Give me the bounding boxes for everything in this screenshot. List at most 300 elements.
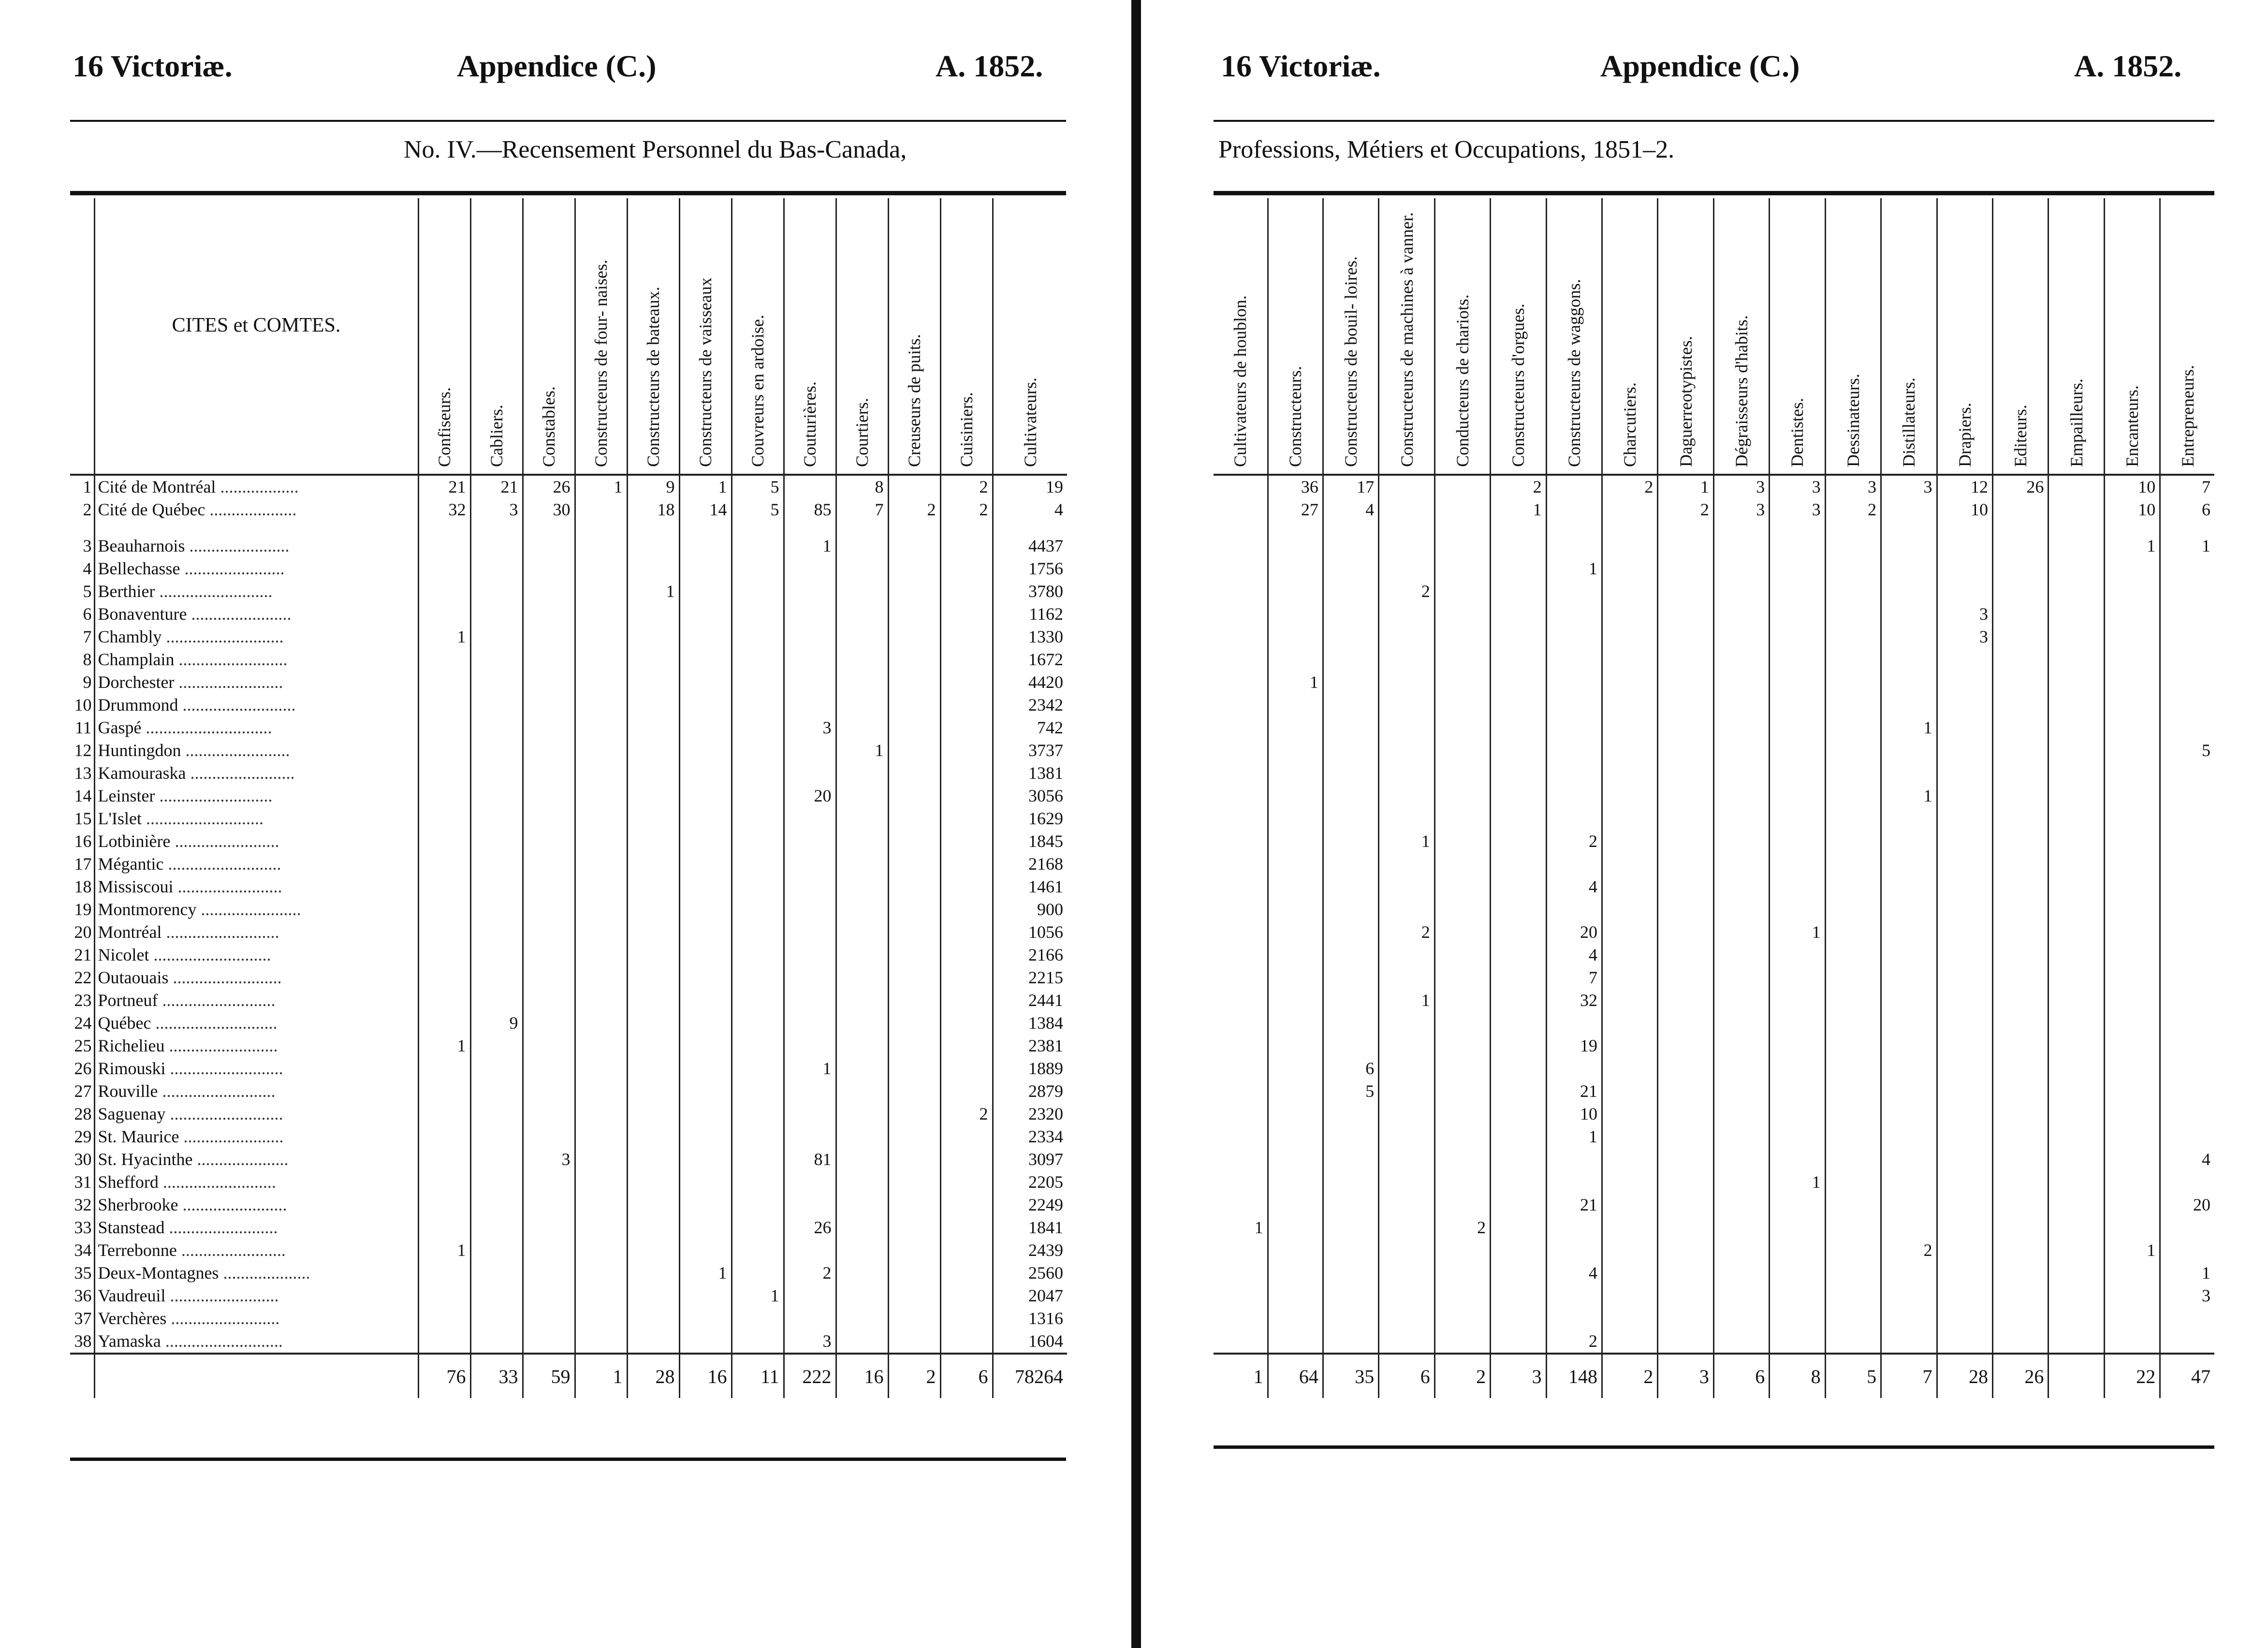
row-name [94, 1216, 418, 1239]
data-cell [575, 1012, 627, 1035]
data-cell [1214, 694, 1268, 716]
row-number: 36 [70, 1284, 94, 1307]
data-cell [888, 944, 940, 966]
table-top-rule [70, 191, 1066, 195]
data-cell [1658, 1239, 1713, 1262]
data-cell [1825, 989, 1881, 1012]
data-cell [1268, 739, 1323, 762]
data-cell: 18 [627, 498, 679, 521]
data-cell [2049, 785, 2104, 807]
table-row [1214, 966, 2214, 989]
data-cell [627, 1330, 679, 1354]
data-cell [1379, 898, 1434, 921]
data-cell [2104, 1012, 2160, 1035]
row-number: 34 [70, 1239, 94, 1262]
data-cell [1713, 626, 1769, 648]
column-header [1491, 198, 1546, 475]
data-cell [888, 762, 940, 785]
table-row [1214, 1171, 2214, 1194]
data-cell [1992, 535, 2048, 557]
row-name-text: Outaouais [98, 968, 169, 987]
column-header-label: Cultivateurs. [1020, 378, 1040, 467]
data-cell [1268, 875, 1323, 898]
data-cell [2104, 875, 2160, 898]
data-cell: 1845 [993, 830, 1067, 853]
data-cell [1602, 1194, 1657, 1216]
data-cell [1546, 716, 1602, 739]
data-cell: 4420 [993, 671, 1067, 694]
data-cell [1881, 875, 1937, 898]
census-table-left [70, 198, 1067, 1398]
data-cell [1379, 1307, 1434, 1330]
data-cell [1268, 1012, 1323, 1035]
gap-cell [418, 521, 470, 535]
column-header-label: Cabliers. [487, 405, 506, 467]
table-row [1214, 1330, 2214, 1354]
data-cell: 4 [993, 498, 1067, 521]
table-row [70, 1125, 1067, 1148]
data-cell [627, 671, 679, 694]
row-name [94, 1103, 418, 1125]
data-cell [1713, 875, 1769, 898]
data-cell: 2 [888, 498, 940, 521]
data-cell [1379, 1239, 1434, 1262]
table-row [70, 557, 1067, 580]
data-cell [2160, 1103, 2214, 1125]
data-cell [1770, 875, 1825, 898]
data-cell [1770, 785, 1825, 807]
data-cell [2160, 1307, 2214, 1330]
data-cell [732, 853, 784, 875]
data-cell [1825, 944, 1881, 966]
data-cell [1214, 1171, 1268, 1194]
data-cell [1825, 966, 1881, 989]
row-name-text: Stanstead [98, 1218, 165, 1237]
data-cell [1602, 694, 1657, 716]
data-cell [784, 875, 836, 898]
data-cell [940, 1057, 993, 1080]
data-cell [1992, 498, 2048, 521]
data-cell [1825, 1194, 1881, 1216]
table-row [70, 1262, 1067, 1284]
data-cell [1770, 762, 1825, 785]
row-name [94, 989, 418, 1012]
total-cell: 33 [470, 1354, 523, 1398]
data-cell [1825, 1284, 1881, 1307]
total-cell [2049, 1354, 2104, 1398]
data-cell [1323, 694, 1378, 716]
data-cell [679, 1330, 732, 1354]
data-cell [575, 875, 627, 898]
data-cell [784, 1171, 836, 1194]
row-number: 30 [70, 1148, 94, 1171]
total-cell: 16 [836, 1354, 888, 1398]
data-cell [1770, 1080, 1825, 1103]
data-cell [2160, 1012, 2214, 1035]
row-name [94, 603, 418, 626]
table-row [70, 1239, 1067, 1262]
data-cell [1825, 1035, 1881, 1057]
data-cell [523, 648, 575, 671]
row-name-text: St. Hyacinthe [98, 1150, 193, 1169]
row-number: 29 [70, 1125, 94, 1148]
row-name [94, 1284, 418, 1307]
data-cell: 4 [1546, 1262, 1602, 1284]
data-cell [523, 1125, 575, 1148]
data-cell [470, 1035, 523, 1057]
data-cell [1881, 807, 1937, 830]
data-cell [888, 1035, 940, 1057]
data-cell [784, 1125, 836, 1148]
data-cell [1379, 557, 1434, 580]
table-row [70, 785, 1067, 807]
data-cell [1434, 1035, 1490, 1057]
data-cell [418, 603, 470, 626]
row-number: 26 [70, 1057, 94, 1080]
data-cell [1323, 580, 1378, 603]
table-row [70, 807, 1067, 830]
table-row [1214, 785, 2214, 807]
data-cell [732, 875, 784, 898]
data-cell [1992, 1330, 2048, 1354]
data-cell [732, 762, 784, 785]
data-cell [1268, 944, 1323, 966]
data-cell [1323, 762, 1378, 785]
table-row [70, 875, 1067, 898]
data-cell [1992, 762, 2048, 785]
data-cell: 1 [418, 1239, 470, 1262]
data-cell [2049, 944, 2104, 966]
data-cell [888, 989, 940, 1012]
data-cell [575, 1080, 627, 1103]
data-cell [418, 1125, 470, 1148]
row-name [94, 966, 418, 989]
data-cell [1491, 875, 1546, 898]
data-cell [1770, 694, 1825, 716]
data-cell [1658, 1171, 1713, 1194]
data-cell [1491, 671, 1546, 694]
row-name-text: Mégantic [98, 854, 164, 874]
data-cell [1546, 1171, 1602, 1194]
data-cell [1379, 1012, 1434, 1035]
data-cell [1214, 475, 1268, 498]
data-cell [1825, 1125, 1881, 1148]
data-cell [418, 785, 470, 807]
leader-dots: .................... [219, 1263, 310, 1283]
data-cell [2104, 966, 2160, 989]
data-cell [888, 1148, 940, 1171]
data-cell [1992, 626, 2048, 648]
data-cell [1937, 1330, 1992, 1354]
data-cell [1491, 1330, 1546, 1354]
data-cell [1937, 898, 1992, 921]
data-cell [575, 603, 627, 626]
data-cell [732, 830, 784, 853]
data-cell [1658, 762, 1713, 785]
data-cell [888, 603, 940, 626]
data-cell [1491, 853, 1546, 875]
data-cell [1713, 535, 1769, 557]
data-cell: 5 [1323, 1080, 1378, 1103]
data-cell [1770, 1216, 1825, 1239]
row-name [94, 762, 418, 785]
data-cell [523, 898, 575, 921]
leader-dots: ........................ [174, 672, 283, 692]
data-cell [1825, 716, 1881, 739]
table-bottom-rule [70, 1458, 1066, 1461]
leader-dots: ..................... [192, 1150, 289, 1169]
data-cell [1992, 1080, 2048, 1103]
data-cell [1268, 807, 1323, 830]
data-cell [2104, 1125, 2160, 1148]
data-cell: 30 [523, 498, 575, 521]
data-cell [1323, 603, 1378, 626]
data-cell [575, 694, 627, 716]
data-cell: 81 [784, 1148, 836, 1171]
data-cell [1937, 1125, 1992, 1148]
data-cell [2104, 807, 2160, 830]
table-row [1214, 875, 2214, 898]
data-cell [1881, 1194, 1937, 1216]
data-cell [418, 1307, 470, 1330]
table-row [70, 1216, 1067, 1239]
data-cell [1214, 898, 1268, 921]
data-cell [2049, 1330, 2104, 1354]
data-cell [1658, 875, 1713, 898]
data-cell: 14 [679, 498, 732, 521]
data-cell [1770, 1330, 1825, 1354]
table-row [70, 1012, 1067, 1035]
data-cell [1602, 557, 1657, 580]
data-cell [470, 966, 523, 989]
leader-dots: ....................... [196, 900, 301, 919]
data-cell [732, 1262, 784, 1284]
leader-dots: .................... [205, 500, 297, 519]
table-row [1214, 1035, 2214, 1057]
data-cell [2104, 1330, 2160, 1354]
data-cell [1658, 830, 1713, 853]
data-cell [1434, 1307, 1490, 1330]
data-cell: 36 [1268, 475, 1323, 498]
data-cell [418, 1262, 470, 1284]
data-cell [888, 1012, 940, 1035]
row-name [94, 1125, 418, 1148]
data-cell [2160, 1125, 2214, 1148]
total-cell: 3 [1658, 1354, 1713, 1398]
data-cell [1491, 694, 1546, 716]
data-cell [2104, 1080, 2160, 1103]
row-number: 9 [70, 671, 94, 694]
data-cell: 10 [1546, 1103, 1602, 1125]
data-cell [1491, 1125, 1546, 1148]
table-subtitle-right: Professions, Métiers et Occupations, 1851–2. [1218, 136, 1675, 163]
data-cell [627, 898, 679, 921]
data-cell [1937, 648, 1992, 671]
data-cell: 26 [523, 475, 575, 498]
data-cell [418, 648, 470, 671]
gap-cell [732, 521, 784, 535]
data-cell: 3 [1770, 498, 1825, 521]
data-cell [784, 944, 836, 966]
table-row [1214, 535, 2214, 557]
data-cell [940, 762, 993, 785]
table-row [1214, 603, 2214, 626]
data-cell [470, 807, 523, 830]
data-cell [1825, 1080, 1881, 1103]
data-cell [1268, 1125, 1323, 1148]
row-name-text: Huntingdon [98, 741, 181, 760]
data-cell [1602, 898, 1657, 921]
data-cell [1323, 716, 1378, 739]
row-number: 11 [70, 716, 94, 739]
data-cell [1214, 535, 1268, 557]
data-cell [1992, 989, 2048, 1012]
data-cell [418, 853, 470, 875]
data-cell [627, 830, 679, 853]
data-cell: 1384 [993, 1012, 1067, 1035]
data-cell [836, 1012, 888, 1035]
data-cell [2160, 580, 2214, 603]
data-cell [836, 1125, 888, 1148]
data-cell [1992, 1171, 2048, 1194]
column-header [2160, 198, 2214, 475]
data-cell [836, 989, 888, 1012]
data-cell [888, 648, 940, 671]
data-cell [470, 875, 523, 898]
data-cell [1491, 580, 1546, 603]
data-cell [732, 1125, 784, 1148]
data-cell [1658, 716, 1713, 739]
column-header [523, 198, 575, 475]
data-cell [679, 966, 732, 989]
data-cell [1658, 648, 1713, 671]
data-cell [1770, 944, 1825, 966]
column-header-label: Charcutiers. [1620, 382, 1640, 467]
leader-dots: ........................ [181, 741, 290, 760]
row-gap [70, 521, 1067, 535]
data-cell [2104, 898, 2160, 921]
data-cell [1825, 1103, 1881, 1125]
data-cell [2049, 762, 2104, 785]
data-cell [2160, 1239, 2214, 1262]
data-cell [523, 785, 575, 807]
row-name-text: Sherbrooke [98, 1195, 178, 1214]
data-cell [1379, 875, 1434, 898]
data-cell [1214, 830, 1268, 853]
data-cell: 10 [2104, 475, 2160, 498]
data-cell [836, 830, 888, 853]
data-cell [1268, 557, 1323, 580]
data-cell [2049, 603, 2104, 626]
data-cell [1379, 648, 1434, 671]
data-cell [1546, 1148, 1602, 1171]
data-cell [2104, 1148, 2160, 1171]
data-cell [470, 1057, 523, 1080]
data-cell [940, 785, 993, 807]
gap-cell [1491, 521, 1546, 535]
row-number: 8 [70, 648, 94, 671]
column-header-label: Couvreurs en ardoise. [748, 315, 767, 467]
row-number: 17 [70, 853, 94, 875]
data-cell: 9 [470, 1012, 523, 1035]
data-cell [1323, 1103, 1378, 1125]
data-cell [679, 830, 732, 853]
data-cell [888, 1103, 940, 1125]
data-cell [784, 739, 836, 762]
data-cell: 3 [784, 716, 836, 739]
data-cell [1658, 1216, 1713, 1239]
data-cell [418, 944, 470, 966]
data-cell: 1 [679, 475, 732, 498]
data-cell [1770, 535, 1825, 557]
data-cell [732, 716, 784, 739]
data-cell [784, 807, 836, 830]
data-cell [732, 648, 784, 671]
data-cell [1434, 671, 1490, 694]
data-cell [784, 648, 836, 671]
column-header [1434, 198, 1490, 475]
column-header [418, 198, 470, 475]
data-cell [2104, 1307, 2160, 1330]
left-page [0, 0, 1131, 1648]
column-header-label: Empailleurs. [2066, 379, 2086, 467]
data-cell [418, 1103, 470, 1125]
data-cell [523, 966, 575, 989]
total-cell: 2 [1434, 1354, 1490, 1398]
data-cell [1491, 762, 1546, 785]
data-cell [1770, 807, 1825, 830]
gap-cell [1268, 521, 1323, 535]
data-cell: 1 [418, 626, 470, 648]
data-cell [1658, 966, 1713, 989]
data-cell [1770, 557, 1825, 580]
row-number: 1 [70, 475, 94, 498]
column-header-label: Dégraisseurs d'habits. [1732, 315, 1752, 467]
data-cell: 1 [1881, 785, 1937, 807]
data-cell [888, 875, 940, 898]
data-cell [1546, 898, 1602, 921]
data-cell [1214, 557, 1268, 580]
row-name-text: Bonaventure [98, 604, 187, 624]
data-cell [1770, 1307, 1825, 1330]
data-cell [940, 1284, 993, 1307]
data-cell [1937, 1307, 1992, 1330]
data-cell: 1841 [993, 1216, 1067, 1239]
data-cell [836, 966, 888, 989]
data-cell [1713, 694, 1769, 716]
data-cell [1881, 921, 1937, 944]
data-cell [418, 1057, 470, 1080]
data-cell [523, 1080, 575, 1103]
row-number: 16 [70, 830, 94, 853]
row-number: 18 [70, 875, 94, 898]
table-row [70, 535, 1067, 557]
data-cell [1379, 716, 1434, 739]
data-cell [2049, 1307, 2104, 1330]
data-cell: 3 [2160, 1284, 2214, 1307]
leader-dots: ........................ [173, 877, 282, 896]
data-cell [1379, 853, 1434, 875]
data-cell [1602, 807, 1657, 830]
data-cell: 1604 [993, 1330, 1067, 1354]
data-cell [732, 944, 784, 966]
data-cell [470, 1284, 523, 1307]
data-cell [1491, 557, 1546, 580]
data-cell [2049, 1171, 2104, 1194]
total-cell: 6 [1713, 1354, 1769, 1398]
data-cell [1491, 603, 1546, 626]
data-cell [627, 1035, 679, 1057]
